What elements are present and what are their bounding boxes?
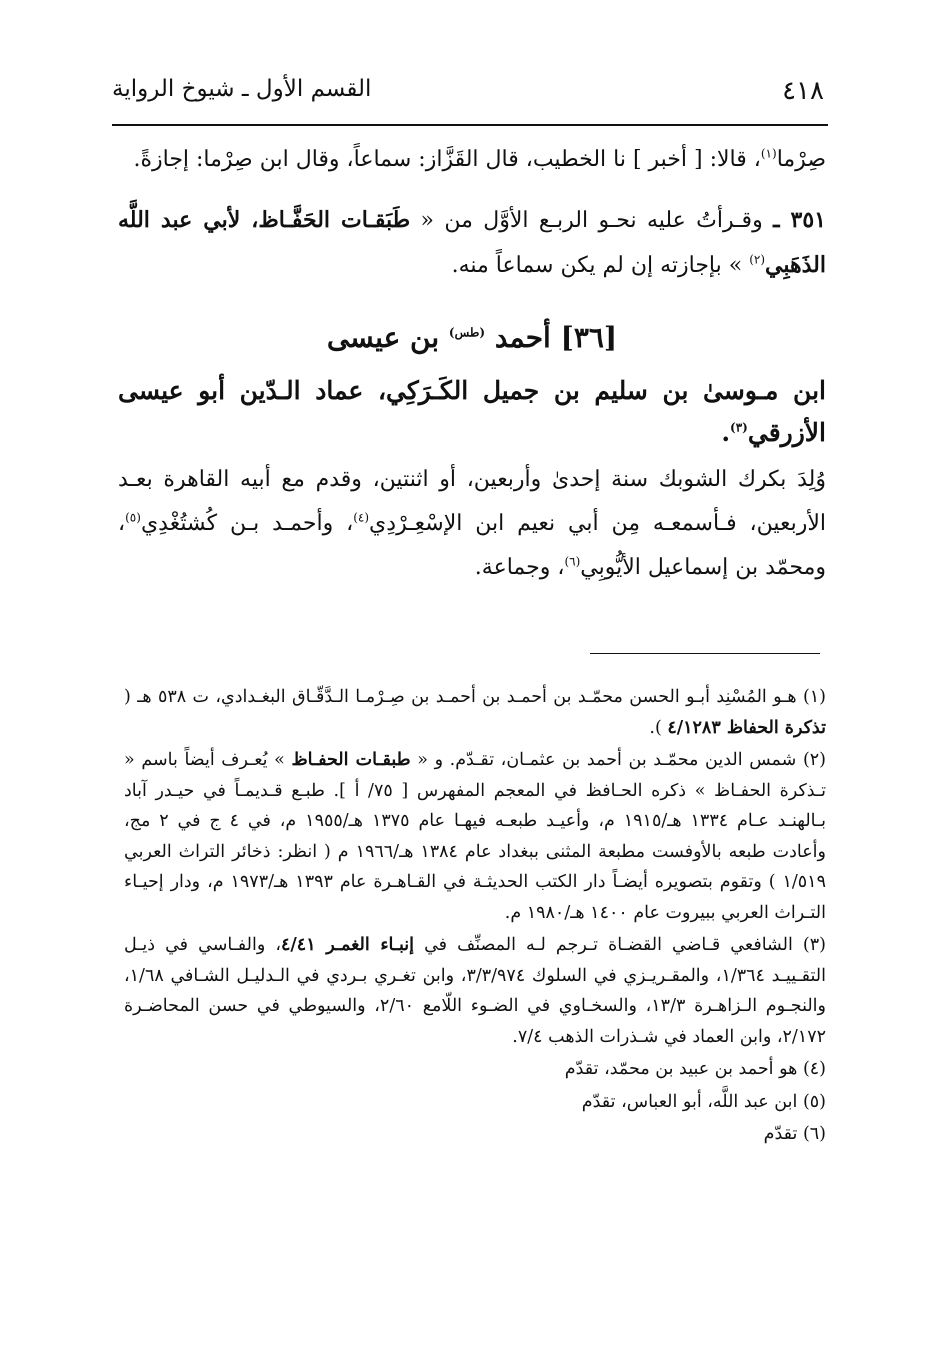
footnote-number: (٢): [802, 750, 826, 770]
footnote-tail: » يُعـرف أيضاً باسم « تـذكرة الحفـاظ » ذكره الحـافظ في المعجم المفهرس [ ٧٥/ أ ]. طبـع قـديمـاً في حيـدر آباد بـالهنـد عـام ١٣٣٤ هـ/١٩١٥ م، وأعيـد طبعـه فيهـا عام ١٣٧٥ هـ/١٩٥٥ م، في ٤ ج في ٢ مج، وأعادت طبعه بالأوفست مطبعة المثنى ببغداد عام ١٣٨٤ هـ/١٩٦٦ م ( انظر: ذخائر التراث العربي ١/٥١٩ ) وتقوم بتصويره أيضـاً دار الكتب الحديثـة في القـاهـرة عام ١٣٩٣ هـ/١٩٧٣ م، ودار إحيـاء التـراث العربي ببيروت عام ١٤٠٠ هـ/١٩٨٠ م.: [124, 750, 826, 923]
header-divider: [112, 124, 828, 126]
page-number: ٤١٨: [782, 76, 824, 106]
footnote-number: (٤): [802, 1059, 826, 1079]
footnote-ref-5: (٥): [125, 510, 141, 525]
footnote-ref-2: (٢): [749, 252, 766, 267]
biography-symbol: (طس): [448, 325, 486, 340]
footnote-number: (١): [802, 687, 826, 707]
biography-number: [٣٦]: [560, 321, 618, 354]
bio-text-1: وُلِدَ بكرك الشوبك سنة إحدىٰ وأربعين، أو اثنتين، وقدم مع أبيه القاهرة بعـد الأربعين، فـأسمعـه مِن أبي نعيم ابن الإسْعِـرْدِي: [118, 467, 827, 536]
footnote: [124, 1119, 826, 1150]
footnote-ref-4: (٤): [353, 510, 370, 525]
bio-text-2: ، وأحمـد بـن كُشتُغْدِي: [140, 511, 354, 536]
footnote-text: شمس الدين محمّـد بن أحمد بن عثمـان، تقـدّم. و «: [410, 750, 797, 770]
footnote-tail: ).: [649, 717, 668, 738]
biography-paragraph: [118, 458, 826, 590]
footnote-bold: طبقـات الحفـاظ: [291, 750, 411, 770]
biography-lineage: ابن مـوسىٰ بن سليم بن جميل الكَـرَكِي، عماد الـدّين أبو عيسى الأزرقي$^{(٣)}$.: [118, 376, 826, 447]
entry-text-b: » بإجازته إن لم يكن سماعاً منه.: [451, 253, 743, 278]
footnotes-divider: [590, 653, 820, 654]
biography-name: أحمد: [494, 321, 551, 354]
footnote-bold: تذكرة الحفاظ ٤/١٢٨٣: [667, 717, 826, 738]
footnote-bold: إنبـاء الغمـر ٤/٤١: [281, 935, 415, 955]
footnote: [124, 682, 826, 743]
footnote-ref-1: (١): [760, 146, 777, 161]
footnote-text: الشافعي قـاضي القضـاة تـرجم لـه المصنِّف في: [414, 935, 793, 955]
footnotes: [124, 682, 826, 1152]
footnote-text: هـو المُسْنِد أبـو الحسن محمّـد بن أحمـد بن أحمـد بن صِـرْمـا الـدَّقّـاق البغـدادي، ت ٥٣٨ هـ (: [124, 687, 797, 707]
page-header: [112, 62, 824, 110]
footnote-ref-3: (٣): [730, 420, 748, 435]
main-text: [118, 138, 826, 590]
footnote-number: (٥): [802, 1091, 826, 1112]
entry-351-paragraph: [118, 198, 826, 288]
bio-text-4: ، وجماعة.: [474, 555, 565, 580]
book-title: طَبَقـات الحَفَّـاظ، لأبي عبد اللَّه الذَهَبِي: [118, 207, 826, 278]
footnote: [124, 745, 826, 928]
footnote-text: ابن عبد اللَّه، أبو العباس، تقدّم: [581, 1091, 798, 1112]
intro-paragraph: [118, 138, 826, 182]
biography-name-rest: بن عيسى: [326, 321, 440, 354]
footnote: [124, 930, 826, 1052]
biography-heading: [118, 312, 826, 364]
entry-number: ٣٥١ ـ: [773, 207, 826, 233]
footnote: [124, 1054, 826, 1085]
footnote-number: (٣): [802, 935, 826, 955]
intro-text-start: صِرْما: [776, 147, 826, 172]
footnote-number: (٦): [802, 1124, 826, 1144]
bio-text-3: ، ومحمّد بن إسماعيل الأيُّوبِي: [118, 511, 826, 580]
footnote-text: تقدّم: [763, 1124, 798, 1144]
intro-text-rest: ، قالا: [ أخبر ] نا الخطيب، قال القَزَّاز: سماعاً، وقال ابن صِرْما: إجازةً.: [133, 147, 761, 172]
entry-text-a: وقـرأتُ عليه نحـو الربـع الأوَّل من «: [420, 208, 763, 233]
lineage-text: ابن مـوسىٰ بن سليم بن جميل الكَـرَكِي، عماد الـدّين أبو عيسى الأزرقي: [118, 376, 826, 447]
footnote-ref-6: (٦): [564, 554, 581, 569]
footnote-tail: ، والفـاسي في ذيـل التقـييـد ١/٣٦٤، والمقـريـزي في السلوك ٣/٣/٩٧٤، وابن تغـري بـردي في الـدليـل الشـافي ١/٦٨، والنجـوم الـزاهـرة ١٣/٣، والسخـاوي في الضـوء اللّامع ٢/٦٠، والسيوطي في حسن المحاضـرة ٢/١٧٢، وابن العماد في شـذرات الذهب ٧/٤.: [124, 935, 826, 1047]
footnote-text: هو أحمد بن عبيد بن محمّد، تقدّم: [564, 1059, 798, 1079]
running-title: القسم الأول ـ شيوخ الرواية: [112, 76, 372, 102]
footnote: [124, 1087, 826, 1118]
